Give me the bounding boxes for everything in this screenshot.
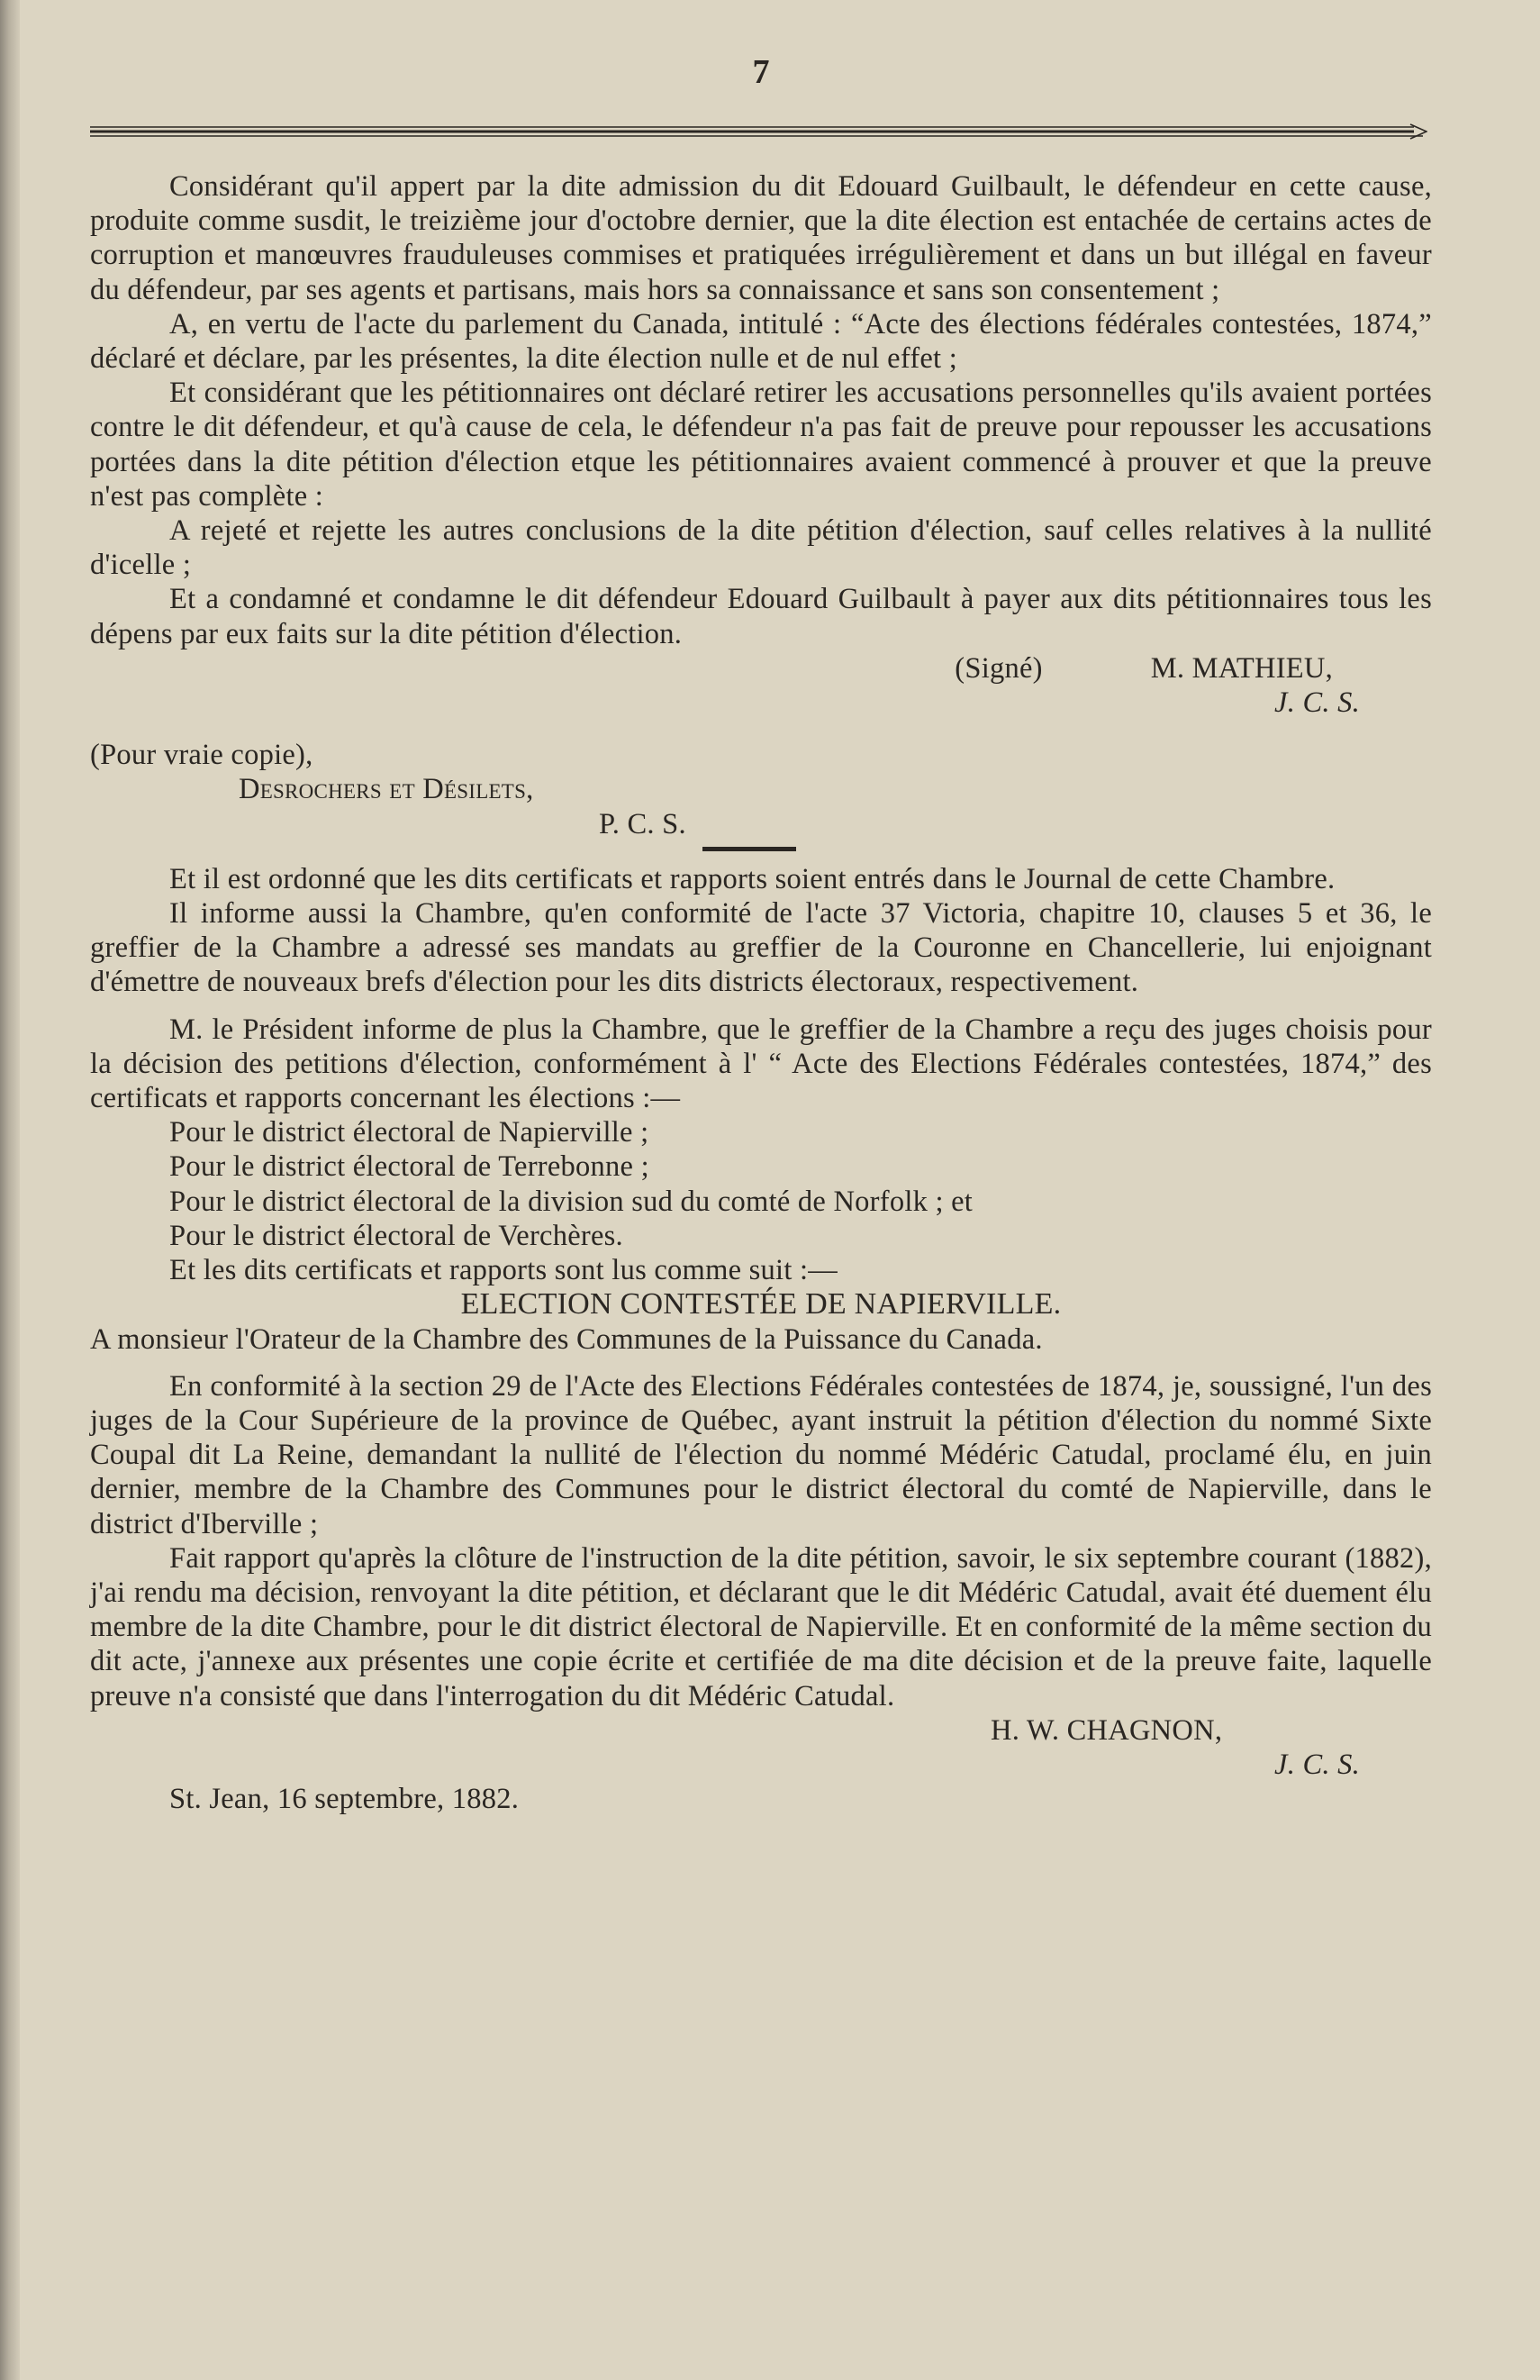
paragraph-ordonne: Et il est ordonné que les dits certificats et rapports soient entrés dans le Journal de cette Chambre. [169, 862, 1336, 895]
district-item: Pour le district électoral de Terrebonne ; [169, 1150, 649, 1184]
page-number: 7 [752, 53, 770, 91]
signature-name: M. MATHIEU, [1150, 651, 1333, 685]
paragraph-declare-nulle: A, en vertu de l'acte du parlement du Canada, intitulé : “Acte des élections fédérales contestées, 1874,” déclaré et déclare, par les présentes, la dite élection nulle et de nul effet ; [90, 307, 1432, 376]
spacer [90, 1000, 1432, 1013]
district-item: Pour le district électoral de la division sud du comté de Norfolk ; et [169, 1185, 974, 1218]
copy-title: P. C. S. [599, 807, 686, 840]
header-rule [90, 120, 1427, 143]
paragraph-fait-rapport: Fait rapport qu'après la clôture de l'instruction de la dite pétition, savoir, le six septembre courant (1882), j'ai rendu ma décision, renvoyant la dite pétition, et déclarant que le dit Médéric Catudal, avait été duement élu membre de la dite Chambre, pour le dit district électoral de Napierville. Et en conformité de la même section du dit acte, j'annexe aux présentes une copie écrite et certifiée de ma dite décision et de la preuve faite, laquelle preuve n'a consisté que dans l'interrogation du dit Médéric Catudal. [90, 1541, 1432, 1712]
signature-mathieu [90, 651, 1432, 686]
address-line: A monsieur l'Orateur de la Chambre des Communes de la Puissance du Canada. [90, 1322, 1043, 1356]
district-item: Pour le district électoral de Verchères. [169, 1219, 623, 1252]
paragraph-considerant-petitionnaires: Et considérant que les pétitionnaires ont déclaré retirer les accusations personnelles qu'ils avaient portées contre le dit défendeur, et qu'à cause de cela, le défendeur n'a pas fait de preuve pour repousser les accusations portées dans la dite pétition d'élection etque les pétitionnaires avaient commencé à prouver et que la preuve n'est pas complète : [90, 377, 1432, 513]
paragraph-president: M. le Président informe de plus la Chambre, que le greffier de la Chambre a reçu des juges choisis pour la décision des petitions d'élection, conformément à l' “ Acte des Elections Fédérales contestées, 1874,” des certificats et rapports concernant les élections :— [90, 1013, 1432, 1115]
paragraph-considerant: Considérant qu'il appert par la dite admission du dit Edouard Guilbault, le défendeur en cette cause, produite comme susdit, le treizième jour d'octobre dernier, que la dite élection est entachée de certains actes de corruption et manœuvres frauduleuses commises et pratiquées irrégulièrement et dans un but illégal en faveur du défendeur, par ses agents et partisans, mais hors sa connaissance et sans son consentement ; [90, 170, 1432, 306]
true-copy-block [90, 738, 1432, 841]
true-copy-label: (Pour vraie copie), [90, 739, 313, 772]
signe-label: (Signé) [955, 651, 1043, 685]
copy-signatories: Desrochers et Désilets, [239, 773, 534, 806]
signature-chagnon-title: J. C. S. [1274, 1748, 1360, 1781]
date-line: St. Jean, 16 septembre, 1882. [169, 1783, 520, 1816]
section-divider [702, 847, 796, 851]
paragraph-condamne: Et a condamné et condamne le dit défendeur Edouard Guilbault à payer aux dits pétitionnaires tous les dépens par eux faits sur la dite pétition d'élection. [90, 583, 1432, 650]
signature-title: J. C. S. [1274, 686, 1360, 720]
paragraph-informe: Il informe aussi la Chambre, qu'en conformité de l'acte 37 Victoria, chapitre 10, clauses 5 et 36, le greffier de la Chambre a adressé ses mandats au greffier de la Couronne en Chancellerie, lui enjoignant d'émettre de nouveaux brefs d'élection pour les dits districts électoraux, respectivement. [90, 897, 1432, 999]
section-heading: ELECTION CONTESTÉE DE NAPIERVILLE. [460, 1287, 1062, 1322]
signature-chagnon: H. W. CHAGNON, [991, 1713, 1223, 1747]
paragraph-conformite: En conformité à la section 29 de l'Acte des Elections Fédérales contestées de 1874, je, soussigné, l'un des juges de la Cour Supérieure de la province de Québec, ayant instruit la pétition d'élection du nommé Sixte Coupal dit La Reine, demandant la nullité de l'élection du nommé Médéric Catudal, proclamé élu, en juin dernier, membre de la Chambre des Communes pour le district électoral du comté de Napierville, dans le district d'Iberville ; [90, 1369, 1432, 1540]
binding-edge [0, 0, 20, 2380]
district-item: Pour le district électoral de Napierville ; [169, 1116, 649, 1149]
read-line: Et les dits certificats et rapports sont lus comme suit :— [169, 1254, 838, 1287]
spacer [90, 1357, 1432, 1369]
body-text [90, 169, 1432, 1816]
paragraph-rejete: A rejeté et rejette les autres conclusions de la dite pétition d'élection, sauf celles relatives à la nullité d'icelle ; [90, 514, 1432, 582]
